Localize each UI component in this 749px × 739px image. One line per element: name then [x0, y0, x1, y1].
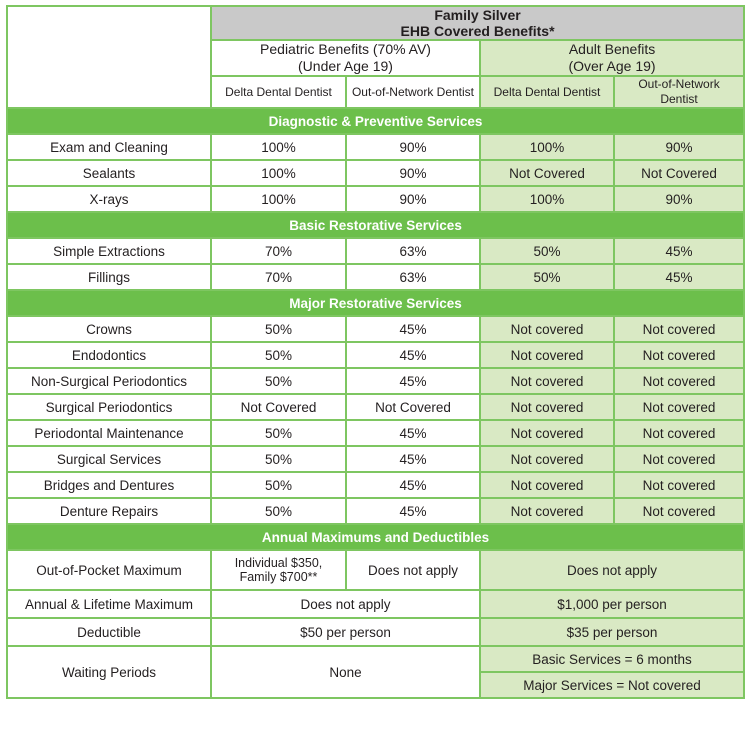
waiting-row	[7, 646, 744, 672]
ped-in-network-value: 50%	[211, 342, 346, 368]
ped-out-network-value: 45%	[346, 446, 480, 472]
adult-in-network-value: Not covered	[480, 342, 614, 368]
ped-in-network-value: 50%	[211, 446, 346, 472]
service-name: Surgical Services	[7, 446, 211, 472]
service-row	[7, 472, 744, 498]
ped-in-network-value: 50%	[211, 316, 346, 342]
adult-out-network-value: 45%	[614, 238, 744, 264]
deductible-adult: $35 per person	[480, 618, 744, 646]
ped-out-network-value: Not Covered	[346, 394, 480, 420]
ped-out-network-value: 45%	[346, 498, 480, 524]
adult-out-network-value: Not covered	[614, 498, 744, 524]
section-header: Major Restorative Services	[7, 290, 744, 316]
ped-in-network-value: Not Covered	[211, 394, 346, 420]
adult-in-network-value: Not covered	[480, 394, 614, 420]
annual-max-row	[7, 590, 744, 618]
ped-in-network-value: 100%	[211, 186, 346, 212]
section-row	[7, 108, 744, 134]
plan-title: Family Silver EHB Covered Benefits*	[211, 6, 744, 40]
service-row	[7, 368, 744, 394]
service-name: Periodontal Maintenance	[7, 420, 211, 446]
service-row	[7, 186, 744, 212]
adult-in-network-value: Not covered	[480, 368, 614, 394]
ped-out-network-value: 45%	[346, 368, 480, 394]
adult-out-network-value: 90%	[614, 134, 744, 160]
section-header: Diagnostic & Preventive Services	[7, 108, 744, 134]
deductible-row	[7, 618, 744, 646]
service-name: Non-Surgical Periodontics	[7, 368, 211, 394]
oop-row	[7, 550, 744, 590]
ped-out-network-value: 45%	[346, 472, 480, 498]
ped-in-network-value: 100%	[211, 134, 346, 160]
waiting-adult-major: Major Services = Not covered	[480, 672, 744, 698]
ped-out-network-value: 63%	[346, 238, 480, 264]
benefits-table	[6, 5, 745, 699]
adult-out-network-header: Out-of-Network Dentist	[614, 76, 744, 108]
service-name: Bridges and Dentures	[7, 472, 211, 498]
adult-in-network-value: Not covered	[480, 498, 614, 524]
ped-out-network-value: 90%	[346, 134, 480, 160]
ped-out-network-value: 90%	[346, 186, 480, 212]
service-name: Surgical Periodontics	[7, 394, 211, 420]
ped-in-network-value: 100%	[211, 160, 346, 186]
adult-out-network-value: 90%	[614, 186, 744, 212]
service-name: Simple Extractions	[7, 238, 211, 264]
service-row	[7, 420, 744, 446]
ped-out-network-value: 45%	[346, 342, 480, 368]
adult-in-network-value: Not covered	[480, 420, 614, 446]
ped-out-network-value: 90%	[346, 160, 480, 186]
service-name: Fillings	[7, 264, 211, 290]
annual-max-label: Annual & Lifetime Maximum	[7, 590, 211, 618]
section-header: Basic Restorative Services	[7, 212, 744, 238]
adult-out-network-value: Not covered	[614, 420, 744, 446]
service-row	[7, 134, 744, 160]
ped-in-network-value: 50%	[211, 498, 346, 524]
service-row	[7, 316, 744, 342]
service-row	[7, 394, 744, 420]
service-row	[7, 264, 744, 290]
adult-out-network-value: Not covered	[614, 472, 744, 498]
deductible-pediatric: $50 per person	[211, 618, 480, 646]
annual-max-pediatric: Does not apply	[211, 590, 480, 618]
ped-in-network-value: 70%	[211, 264, 346, 290]
adult-in-network-value: Not covered	[480, 316, 614, 342]
service-name: Denture Repairs	[7, 498, 211, 524]
adult-benefits-header: Adult Benefits (Over Age 19)	[480, 40, 744, 76]
corner-cell	[7, 6, 211, 108]
adult-out-network-value: Not covered	[614, 368, 744, 394]
section-row	[7, 212, 744, 238]
ped-in-network-header: Delta Dental Dentist	[211, 76, 346, 108]
service-row	[7, 342, 744, 368]
adult-in-network-value: 50%	[480, 264, 614, 290]
adult-in-network-value: 100%	[480, 186, 614, 212]
section-row	[7, 524, 744, 550]
oop-pediatric-in-network: Individual $350, Family $700**	[211, 550, 346, 590]
adult-in-network-value: Not covered	[480, 472, 614, 498]
pediatric-benefits-header: Pediatric Benefits (70% AV) (Under Age 19)	[211, 40, 480, 76]
adult-out-network-value: Not covered	[614, 342, 744, 368]
adult-out-network-value: Not covered	[614, 446, 744, 472]
ped-in-network-value: 50%	[211, 368, 346, 394]
service-row	[7, 160, 744, 186]
oop-label: Out-of-Pocket Maximum	[7, 550, 211, 590]
adult-out-network-value: Not covered	[614, 316, 744, 342]
ped-in-network-value: 50%	[211, 420, 346, 446]
waiting-adult-basic: Basic Services = 6 months	[480, 646, 744, 672]
waiting-label: Waiting Periods	[7, 646, 211, 698]
plan-header-row	[7, 6, 744, 40]
adult-out-network-value: 45%	[614, 264, 744, 290]
annual-max-adult: $1,000 per person	[480, 590, 744, 618]
oop-pediatric-out-network: Does not apply	[346, 550, 480, 590]
adult-in-network-header: Delta Dental Dentist	[480, 76, 614, 108]
ped-out-network-value: 45%	[346, 420, 480, 446]
deductible-label: Deductible	[7, 618, 211, 646]
service-row	[7, 446, 744, 472]
ped-out-network-value: 45%	[346, 316, 480, 342]
section-row	[7, 290, 744, 316]
service-row	[7, 238, 744, 264]
service-name: Sealants	[7, 160, 211, 186]
service-name: Exam and Cleaning	[7, 134, 211, 160]
service-name: Crowns	[7, 316, 211, 342]
ped-out-network-value: 63%	[346, 264, 480, 290]
ped-in-network-value: 70%	[211, 238, 346, 264]
waiting-pediatric: None	[211, 646, 480, 698]
adult-out-network-value: Not Covered	[614, 160, 744, 186]
service-name: X-rays	[7, 186, 211, 212]
adult-in-network-value: 50%	[480, 238, 614, 264]
ped-in-network-value: 50%	[211, 472, 346, 498]
ped-out-network-header: Out-of-Network Dentist	[346, 76, 480, 108]
adult-in-network-value: 100%	[480, 134, 614, 160]
oop-adult: Does not apply	[480, 550, 744, 590]
adult-out-network-value: Not covered	[614, 394, 744, 420]
section-header: Annual Maximums and Deductibles	[7, 524, 744, 550]
service-name: Endodontics	[7, 342, 211, 368]
adult-in-network-value: Not covered	[480, 446, 614, 472]
adult-in-network-value: Not Covered	[480, 160, 614, 186]
service-row	[7, 498, 744, 524]
